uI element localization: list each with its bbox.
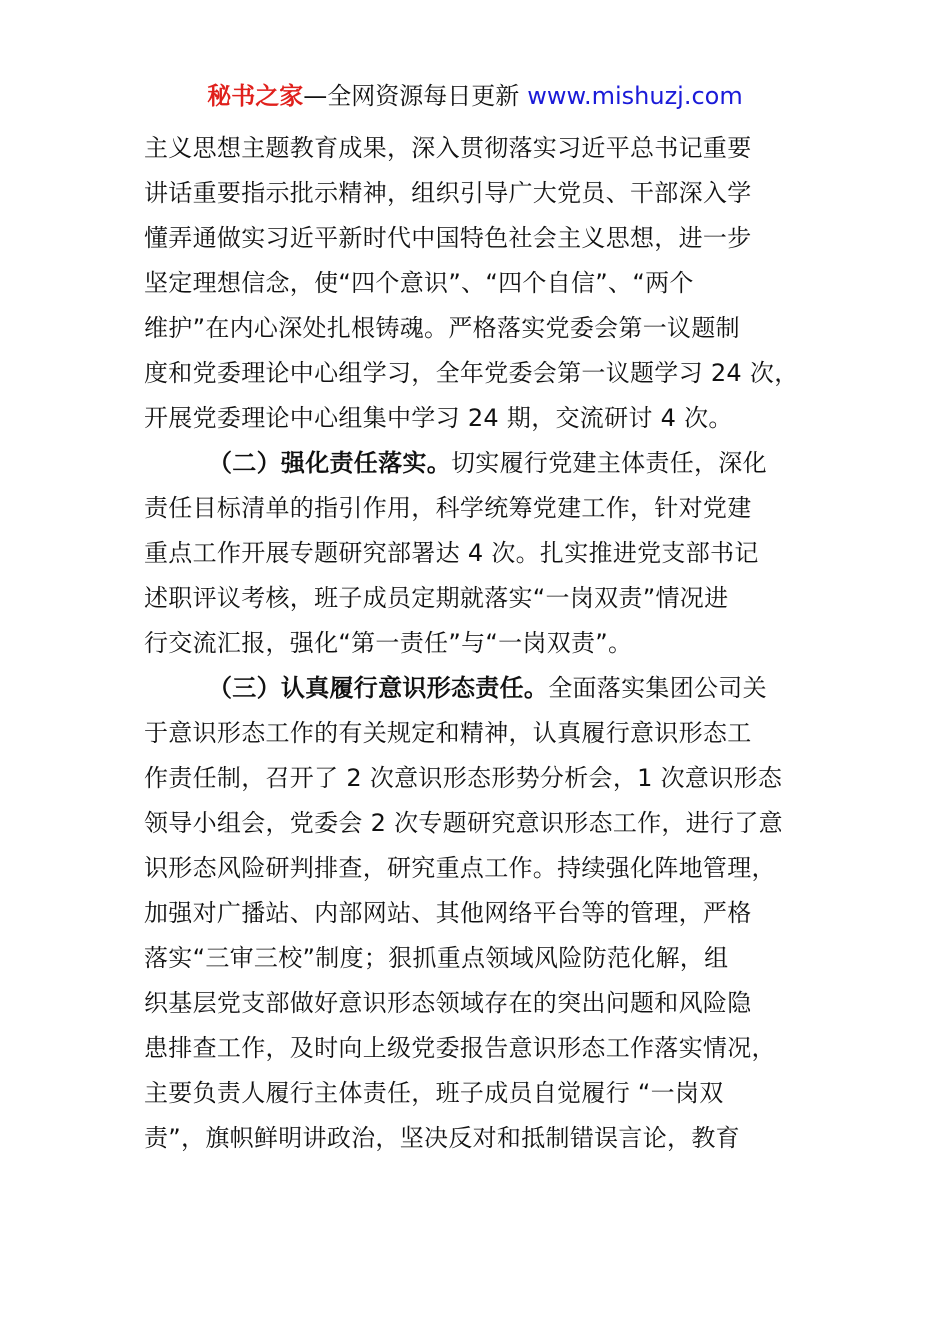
site-url-link[interactable]: www.mishuzj.com — [527, 82, 743, 110]
document-body — [144, 126, 824, 1161]
text-line: 主要负责人履行主体责任，班子成员自觉履行 “一岗双 — [144, 1079, 724, 1107]
section-2-heading: （二）强化责任落实。 — [208, 449, 451, 477]
text-line: 行交流汇报，强化“第一责任”与“一岗双责”。 — [144, 629, 633, 657]
text-line: 度和党委理论中心组学习，全年党委会第一议题学习 24 次， — [144, 359, 799, 387]
paragraph-1 — [144, 126, 824, 441]
text-line: 主义思想主题教育成果，深入贯彻落实习近平总书记重要 — [144, 134, 752, 162]
text-line: 责任目标清单的指引作用，科学统筹党建工作，针对党建 — [144, 494, 752, 522]
text-line: 重点工作开展专题研究部署达 4 次。扎实推进党支部书记 — [144, 539, 759, 567]
section-2-first-line — [144, 441, 824, 486]
section-2-first-line-text: 切实履行党建主体责任，深化 — [451, 449, 767, 477]
text-line: 述职评议考核，班子成员定期就落实“一岗双责”情况进 — [144, 584, 729, 612]
text-line: 开展党委理论中心组集中学习 24 期，交流研讨 4 次。 — [144, 404, 733, 432]
section-3-heading: （三）认真履行意识形态责任。 — [208, 674, 549, 702]
site-tagline: —全网资源每日更新 — [303, 82, 520, 110]
text-line: 坚定理想信念，使“四个意识”、“四个自信”、“两个 — [144, 269, 694, 297]
text-line: 识形态风险研判排查，研究重点工作。持续强化阵地管理， — [144, 854, 776, 882]
text-line: 懂弄通做实习近平新时代中国特色社会主义思想，进一步 — [144, 224, 752, 252]
text-line: 讲话重要指示批示精神，组织引导广大党员、干部深入学 — [144, 179, 752, 207]
section-2-paragraph — [144, 441, 824, 666]
text-line: 责”，旗帜鲜明讲政治，坚决反对和抵制错误言论，教育 — [144, 1124, 740, 1152]
text-line: 织基层党支部做好意识形态领域存在的突出问题和风险隐 — [144, 989, 752, 1017]
text-line: 落实“三审三校”制度；狠抓重点领域风险防范化解，组 — [144, 944, 729, 972]
page-header — [0, 78, 950, 114]
section-3-first-line — [144, 666, 824, 711]
site-brand: 秘书之家 — [207, 82, 304, 110]
section-3-first-line-text: 全面落实集团公司关 — [548, 674, 767, 702]
text-line: 作责任制，召开了 2 次意识形态形势分析会，1 次意识形态 — [144, 764, 783, 792]
text-line: 患排查工作，及时向上级党委报告意识形态工作落实情况， — [144, 1034, 776, 1062]
text-line: 加强对广播站、内部网站、其他网络平台等的管理，严格 — [144, 899, 752, 927]
section-3-paragraph — [144, 666, 824, 1161]
text-line: 维护”在内心深处扎根铸魂。严格落实党委会第一议题制 — [144, 314, 740, 342]
text-line: 于意识形态工作的有关规定和精神，认真履行意识形态工 — [144, 719, 752, 747]
text-line: 领导小组会，党委会 2 次专题研究意识形态工作，进行了意 — [144, 809, 783, 837]
